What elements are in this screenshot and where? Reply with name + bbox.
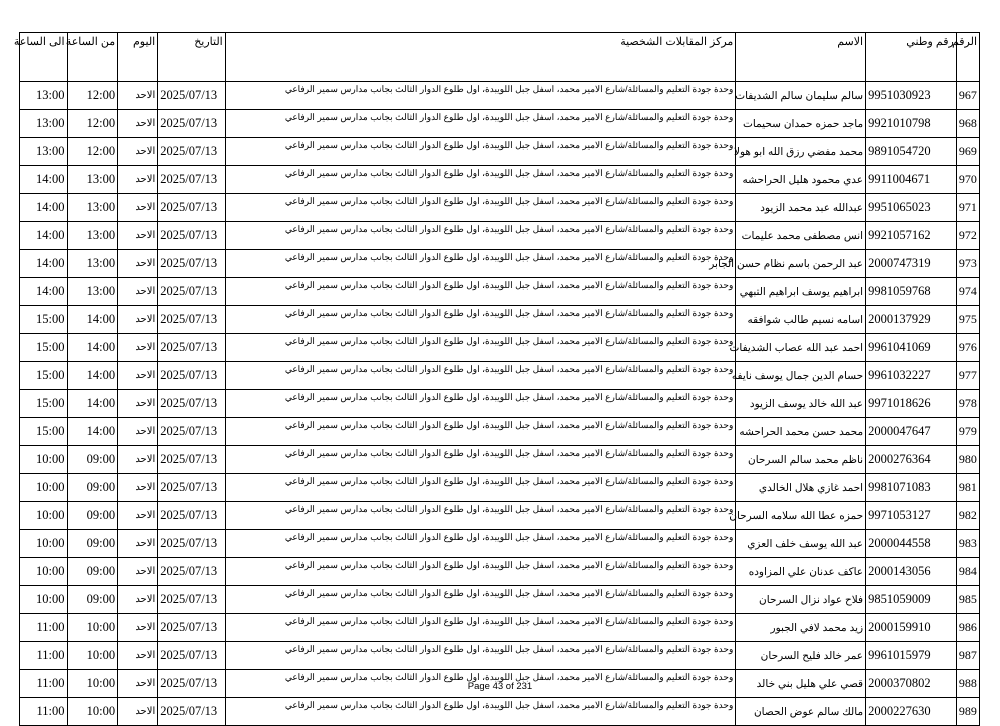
header-name: الاسم: [736, 33, 866, 82]
cell-center: وحدة جودة التعليم والمسائلة/شارع الامير محمد، اسفل جبل اللويبدة، اول طلوع الدوار الثالث بجانب مدارس سمير الرفاعي: [225, 110, 736, 138]
cell-name: محمد حسن محمد الحراحشه: [736, 418, 866, 446]
cell-center: وحدة جودة التعليم والمسائلة/شارع الامير محمد، اسفل جبل اللويبدة، اول طلوع الدوار الثالث بجانب مدارس سمير الرفاعي: [225, 166, 736, 194]
cell-national-id: 9911004671: [866, 166, 957, 194]
cell-to-time: 11:00: [20, 670, 68, 698]
cell-date: 2025/07/13: [158, 110, 226, 138]
cell-to-time: 14:00: [20, 222, 68, 250]
cell-date: 2025/07/13: [158, 306, 226, 334]
cell-center: وحدة جودة التعليم والمسائلة/شارع الامير محمد، اسفل جبل اللويبدة، اول طلوع الدوار الثالث بجانب مدارس سمير الرفاعي: [225, 390, 736, 418]
cell-to-time: 14:00: [20, 250, 68, 278]
header-from-time: من الساعة: [67, 33, 118, 82]
cell-day: الاحد: [118, 418, 158, 446]
cell-from-time: 09:00: [67, 586, 118, 614]
cell-center: وحدة جودة التعليم والمسائلة/شارع الامير محمد، اسفل جبل اللويبدة، اول طلوع الدوار الثالث بجانب مدارس سمير الرفاعي: [225, 446, 736, 474]
table-row: [20, 166, 980, 194]
cell-num: 979: [956, 418, 979, 446]
cell-to-time: 11:00: [20, 698, 68, 726]
cell-center: وحدة جودة التعليم والمسائلة/شارع الامير محمد، اسفل جبل اللويبدة، اول طلوع الدوار الثالث بجانب مدارس سمير الرفاعي: [225, 278, 736, 306]
table-row: [20, 306, 980, 334]
cell-num: 969: [956, 138, 979, 166]
cell-date: 2025/07/13: [158, 250, 226, 278]
cell-to-time: 11:00: [20, 642, 68, 670]
cell-from-time: 10:00: [67, 614, 118, 642]
cell-center: وحدة جودة التعليم والمسائلة/شارع الامير محمد، اسفل جبل اللويبدة، اول طلوع الدوار الثالث بجانب مدارس سمير الرفاعي: [225, 82, 736, 110]
cell-from-time: 14:00: [67, 362, 118, 390]
cell-center: وحدة جودة التعليم والمسائلة/شارع الامير محمد، اسفل جبل اللويبدة، اول طلوع الدوار الثالث بجانب مدارس سمير الرفاعي: [225, 250, 736, 278]
cell-num: 985: [956, 586, 979, 614]
cell-day: الاحد: [118, 138, 158, 166]
cell-center: وحدة جودة التعليم والمسائلة/شارع الامير محمد، اسفل جبل اللويبدة، اول طلوع الدوار الثالث بجانب مدارس سمير الرفاعي: [225, 502, 736, 530]
cell-num: 976: [956, 334, 979, 362]
cell-date: 2025/07/13: [158, 166, 226, 194]
cell-from-time: 12:00: [67, 110, 118, 138]
cell-day: الاحد: [118, 222, 158, 250]
cell-center: وحدة جودة التعليم والمسائلة/شارع الامير محمد، اسفل جبل اللويبدة، اول طلوع الدوار الثالث بجانب مدارس سمير الرفاعي: [225, 194, 736, 222]
cell-date: 2025/07/13: [158, 558, 226, 586]
cell-national-id: 2000143056: [866, 558, 957, 586]
cell-day: الاحد: [118, 502, 158, 530]
cell-date: 2025/07/13: [158, 502, 226, 530]
cell-name: سالم سليمان سالم الشديفات: [736, 82, 866, 110]
header-date: التاريخ: [158, 33, 226, 82]
cell-date: 2025/07/13: [158, 334, 226, 362]
cell-national-id: 2000159910: [866, 614, 957, 642]
cell-day: الاحد: [118, 474, 158, 502]
cell-name: حمزه عطا الله سلامه السرحان: [736, 502, 866, 530]
cell-to-time: 14:00: [20, 278, 68, 306]
cell-day: الاحد: [118, 670, 158, 698]
cell-day: الاحد: [118, 334, 158, 362]
table-row: [20, 558, 980, 586]
cell-date: 2025/07/13: [158, 418, 226, 446]
cell-from-time: 09:00: [67, 502, 118, 530]
table-row: [20, 446, 980, 474]
cell-num: 977: [956, 362, 979, 390]
cell-center: وحدة جودة التعليم والمسائلة/شارع الامير محمد، اسفل جبل اللويبدة، اول طلوع الدوار الثالث بجانب مدارس سمير الرفاعي: [225, 418, 736, 446]
cell-name: ماجد حمزه حمدان سحيمات: [736, 110, 866, 138]
cell-name: عبدالله عبد محمد الزيود: [736, 194, 866, 222]
cell-to-time: 11:00: [20, 614, 68, 642]
table-row: [20, 642, 980, 670]
header-to-time: الى الساعة: [20, 33, 68, 82]
cell-national-id: 9961041069: [866, 334, 957, 362]
table-row: [20, 530, 980, 558]
cell-center: وحدة جودة التعليم والمسائلة/شارع الامير محمد، اسفل جبل اللويبدة، اول طلوع الدوار الثالث بجانب مدارس سمير الرفاعي: [225, 222, 736, 250]
cell-to-time: 14:00: [20, 194, 68, 222]
table-row: [20, 222, 980, 250]
cell-to-time: 13:00: [20, 82, 68, 110]
header-national-id: رقم وطني: [866, 33, 957, 82]
cell-name: قصي علي هليل بني خالد: [736, 670, 866, 698]
cell-from-time: 09:00: [67, 474, 118, 502]
cell-from-time: 09:00: [67, 558, 118, 586]
header-day: اليوم: [118, 33, 158, 82]
cell-num: 983: [956, 530, 979, 558]
cell-date: 2025/07/13: [158, 614, 226, 642]
cell-from-time: 09:00: [67, 446, 118, 474]
cell-day: الاحد: [118, 110, 158, 138]
cell-day: الاحد: [118, 362, 158, 390]
cell-name: فلاح عواد نزال السرحان: [736, 586, 866, 614]
cell-from-time: 13:00: [67, 166, 118, 194]
cell-national-id: 2000137929: [866, 306, 957, 334]
cell-day: الاحد: [118, 558, 158, 586]
table-row: [20, 614, 980, 642]
cell-num: 971: [956, 194, 979, 222]
cell-day: الاحد: [118, 250, 158, 278]
table-row: [20, 390, 980, 418]
cell-to-time: 15:00: [20, 418, 68, 446]
cell-from-time: 10:00: [67, 698, 118, 726]
cell-num: 987: [956, 642, 979, 670]
cell-num: 982: [956, 502, 979, 530]
cell-center: وحدة جودة التعليم والمسائلة/شارع الامير محمد، اسفل جبل اللويبدة، اول طلوع الدوار الثالث بجانب مدارس سمير الرفاعي: [225, 334, 736, 362]
cell-name: ابراهيم يوسف ابراهيم التبهي: [736, 278, 866, 306]
cell-name: عبد الرحمن باسم نظام حسن الجابر: [736, 250, 866, 278]
cell-date: 2025/07/13: [158, 222, 226, 250]
cell-center: وحدة جودة التعليم والمسائلة/شارع الامير محمد، اسفل جبل اللويبدة، اول طلوع الدوار الثالث بجانب مدارس سمير الرفاعي: [225, 362, 736, 390]
cell-date: 2025/07/13: [158, 698, 226, 726]
cell-name: مالك سالم عوض الحصان: [736, 698, 866, 726]
cell-name: عدي محمود هليل الحراحشه: [736, 166, 866, 194]
cell-to-time: 13:00: [20, 138, 68, 166]
cell-to-time: 15:00: [20, 390, 68, 418]
cell-name: احمد غازي هلال الخالدي: [736, 474, 866, 502]
cell-day: الاحد: [118, 166, 158, 194]
table-row: [20, 586, 980, 614]
header-num: الرقم: [956, 33, 979, 82]
cell-date: 2025/07/13: [158, 446, 226, 474]
cell-num: 967: [956, 82, 979, 110]
cell-national-id: 9971018626: [866, 390, 957, 418]
cell-date: 2025/07/13: [158, 642, 226, 670]
cell-national-id: 9921057162: [866, 222, 957, 250]
table-row: [20, 194, 980, 222]
cell-national-id: 2000747319: [866, 250, 957, 278]
cell-num: 980: [956, 446, 979, 474]
table-row: [20, 250, 980, 278]
cell-date: 2025/07/13: [158, 82, 226, 110]
cell-center: وحدة جودة التعليم والمسائلة/شارع الامير محمد، اسفل جبل اللويبدة، اول طلوع الدوار الثالث بجانب مدارس سمير الرفاعي: [225, 614, 736, 642]
header-center: مركز المقابلات الشخصية: [225, 33, 736, 82]
cell-num: 974: [956, 278, 979, 306]
cell-name: عمر خالد فليح السرحان: [736, 642, 866, 670]
cell-name: انس مصطفى محمد عليمات: [736, 222, 866, 250]
cell-center: وحدة جودة التعليم والمسائلة/شارع الامير محمد، اسفل جبل اللويبدة، اول طلوع الدوار الثالث بجانب مدارس سمير الرفاعي: [225, 530, 736, 558]
cell-from-time: 12:00: [67, 82, 118, 110]
cell-national-id: 9851059009: [866, 586, 957, 614]
cell-national-id: 9951030923: [866, 82, 957, 110]
cell-national-id: 9981071083: [866, 474, 957, 502]
cell-national-id: 9951065023: [866, 194, 957, 222]
cell-date: 2025/07/13: [158, 474, 226, 502]
cell-num: 973: [956, 250, 979, 278]
cell-name: عبد الله يوسف خلف العزي: [736, 530, 866, 558]
cell-national-id: 9981059768: [866, 278, 957, 306]
cell-from-time: 12:00: [67, 138, 118, 166]
cell-day: الاحد: [118, 614, 158, 642]
cell-from-time: 14:00: [67, 418, 118, 446]
cell-from-time: 09:00: [67, 530, 118, 558]
table-row: [20, 82, 980, 110]
cell-national-id: 2000276364: [866, 446, 957, 474]
table-row: [20, 698, 980, 726]
cell-to-time: 10:00: [20, 558, 68, 586]
cell-to-time: 13:00: [20, 110, 68, 138]
cell-from-time: 14:00: [67, 390, 118, 418]
table-row: [20, 110, 980, 138]
cell-to-time: 14:00: [20, 166, 68, 194]
table-row: [20, 502, 980, 530]
cell-center: وحدة جودة التعليم والمسائلة/شارع الامير محمد، اسفل جبل اللويبدة، اول طلوع الدوار الثالث بجانب مدارس سمير الرفاعي: [225, 138, 736, 166]
cell-from-time: 13:00: [67, 278, 118, 306]
cell-national-id: 2000227630: [866, 698, 957, 726]
cell-date: 2025/07/13: [158, 670, 226, 698]
cell-date: 2025/07/13: [158, 530, 226, 558]
table-row: [20, 418, 980, 446]
cell-center: وحدة جودة التعليم والمسائلة/شارع الامير محمد، اسفل جبل اللويبدة، اول طلوع الدوار الثالث بجانب مدارس سمير الرفاعي: [225, 670, 736, 698]
cell-to-time: 10:00: [20, 474, 68, 502]
cell-num: 986: [956, 614, 979, 642]
cell-day: الاحد: [118, 446, 158, 474]
cell-to-time: 15:00: [20, 362, 68, 390]
table-row: [20, 278, 980, 306]
cell-num: 978: [956, 390, 979, 418]
cell-from-time: 13:00: [67, 250, 118, 278]
cell-from-time: 10:00: [67, 670, 118, 698]
cell-day: الاحد: [118, 642, 158, 670]
cell-name: ناظم محمد سالم السرحان: [736, 446, 866, 474]
cell-name: احمد عبد الله عصاب الشديفات: [736, 334, 866, 362]
cell-national-id: 9971053127: [866, 502, 957, 530]
table-row: [20, 362, 980, 390]
cell-day: الاحد: [118, 278, 158, 306]
cell-name: زيد محمد لافي الجبور: [736, 614, 866, 642]
cell-date: 2025/07/13: [158, 390, 226, 418]
cell-center: وحدة جودة التعليم والمسائلة/شارع الامير محمد، اسفل جبل اللويبدة، اول طلوع الدوار الثالث بجانب مدارس سمير الرفاعي: [225, 586, 736, 614]
table-row: [20, 138, 980, 166]
cell-to-time: 15:00: [20, 334, 68, 362]
cell-from-time: 10:00: [67, 642, 118, 670]
table-header-row: [20, 33, 980, 82]
cell-center: وحدة جودة التعليم والمسائلة/شارع الامير محمد، اسفل جبل اللويبدة، اول طلوع الدوار الثالث بجانب مدارس سمير الرفاعي: [225, 698, 736, 726]
cell-num: 970: [956, 166, 979, 194]
cell-national-id: 9961015979: [866, 642, 957, 670]
cell-num: 981: [956, 474, 979, 502]
interview-schedule-table: [13, 32, 980, 726]
cell-from-time: 14:00: [67, 306, 118, 334]
cell-name: حسام الدين جمال يوسف نايفه: [736, 362, 866, 390]
cell-date: 2025/07/13: [158, 586, 226, 614]
cell-num: 972: [956, 222, 979, 250]
table-row: [20, 334, 980, 362]
page-number: Page 43 of 231: [467, 681, 533, 692]
cell-from-time: 14:00: [67, 334, 118, 362]
cell-num: 968: [956, 110, 979, 138]
cell-num: 988: [956, 670, 979, 698]
cell-from-time: 13:00: [67, 222, 118, 250]
cell-national-id: 2000047647: [866, 418, 957, 446]
cell-national-id: 2000370802: [866, 670, 957, 698]
cell-to-time: 10:00: [20, 446, 68, 474]
cell-day: الاحد: [118, 530, 158, 558]
cell-date: 2025/07/13: [158, 278, 226, 306]
cell-to-time: 15:00: [20, 306, 68, 334]
cell-name: محمد مفضي رزق الله ابو هولا: [736, 138, 866, 166]
cell-name: اسامه نسيم طالب شوافقه: [736, 306, 866, 334]
cell-day: الاحد: [118, 306, 158, 334]
cell-national-id: 9921010798: [866, 110, 957, 138]
cell-num: 984: [956, 558, 979, 586]
cell-from-time: 13:00: [67, 194, 118, 222]
cell-national-id: 2000044558: [866, 530, 957, 558]
cell-date: 2025/07/13: [158, 194, 226, 222]
table-row: [20, 474, 980, 502]
cell-to-time: 10:00: [20, 502, 68, 530]
cell-name: عاكف عدنان علي المزاوده: [736, 558, 866, 586]
cell-num: 989: [956, 698, 979, 726]
cell-national-id: 9891054720: [866, 138, 957, 166]
cell-to-time: 10:00: [20, 530, 68, 558]
cell-day: الاحد: [118, 194, 158, 222]
cell-to-time: 10:00: [20, 586, 68, 614]
cell-center: وحدة جودة التعليم والمسائلة/شارع الامير محمد، اسفل جبل اللويبدة، اول طلوع الدوار الثالث بجانب مدارس سمير الرفاعي: [225, 558, 736, 586]
cell-national-id: 9961032227: [866, 362, 957, 390]
cell-center: وحدة جودة التعليم والمسائلة/شارع الامير محمد، اسفل جبل اللويبدة، اول طلوع الدوار الثالث بجانب مدارس سمير الرفاعي: [225, 642, 736, 670]
cell-center: وحدة جودة التعليم والمسائلة/شارع الامير محمد، اسفل جبل اللويبدة، اول طلوع الدوار الثالث بجانب مدارس سمير الرفاعي: [225, 474, 736, 502]
cell-num: 975: [956, 306, 979, 334]
cell-center: وحدة جودة التعليم والمسائلة/شارع الامير محمد، اسفل جبل اللويبدة، اول طلوع الدوار الثالث بجانب مدارس سمير الرفاعي: [225, 306, 736, 334]
cell-date: 2025/07/13: [158, 362, 226, 390]
cell-day: الاحد: [118, 698, 158, 726]
cell-day: الاحد: [118, 390, 158, 418]
cell-day: الاحد: [118, 586, 158, 614]
cell-day: الاحد: [118, 82, 158, 110]
cell-date: 2025/07/13: [158, 138, 226, 166]
cell-name: عبد الله خالد يوسف الزيود: [736, 390, 866, 418]
